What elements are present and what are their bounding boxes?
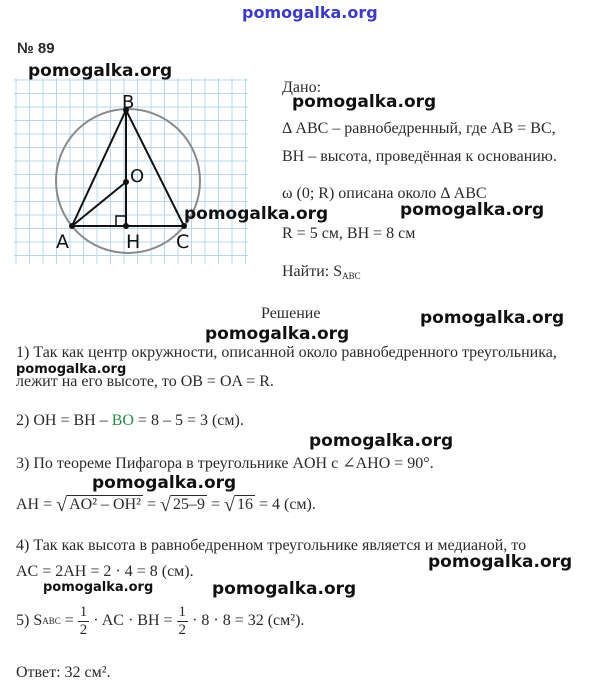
step-5-prefix: 5) S — [16, 612, 43, 629]
ah-prefix: AH = — [16, 496, 57, 513]
watermark-3[interactable]: pomogalka.org — [184, 204, 329, 224]
fraction-1 — [78, 604, 90, 639]
watermark-7[interactable]: pomogalka.org — [16, 362, 127, 377]
step-5-mid: · AC · BH = — [89, 612, 177, 629]
given-title: Дано: — [282, 79, 322, 96]
step-2-bo: BO — [111, 412, 134, 429]
step-3: 3) По теореме Пифагора в треугольнике AOH с ∠AHO = 90°. — [16, 455, 434, 472]
watermark-1[interactable]: pomogalka.org — [28, 61, 173, 81]
step-1-line-2: лежит на его высоте, то OB = OA = R. — [16, 373, 274, 390]
fraction-2-num: 1 — [178, 603, 187, 620]
label-c: C — [176, 231, 190, 253]
sqrt-sign-3: √ — [223, 494, 235, 516]
point-o — [123, 179, 129, 185]
watermark-top[interactable]: pomogalka.org — [242, 3, 378, 22]
point-h — [123, 223, 129, 229]
fraction-2-den: 2 — [178, 621, 187, 638]
segment-ao — [72, 182, 126, 226]
problem-number: № 89 — [17, 40, 55, 57]
watermark-8[interactable]: pomogalka.org — [309, 431, 454, 451]
step-5-sub: ABC — [42, 616, 61, 626]
step-5-eq: = — [60, 612, 78, 629]
sqrt-sign-2: √ — [159, 494, 171, 516]
given-line-2: BH – высота, проведённая к основанию. — [282, 148, 557, 165]
step-2-b: = 8 – 5 = 3 (см). — [133, 412, 244, 429]
find-sub: ABC — [342, 271, 361, 281]
fraction-2 — [177, 604, 189, 639]
step-4-line-1: 4) Так как высота в равнобедренном треугольнике является и медианой, то — [16, 537, 527, 554]
label-b: B — [122, 92, 135, 113]
label-o: O — [130, 166, 145, 187]
triangle-abc — [72, 110, 184, 226]
step-4-line-2: AC = 2AH = 2 · 4 = 8 (см). — [16, 563, 194, 580]
sqrt-sign-1: √ — [56, 494, 68, 516]
ah-radicand-3: 16 — [236, 496, 253, 513]
watermark-11[interactable]: pomogalka.org — [43, 580, 154, 595]
ah-radicand-1: AO² – OH² — [69, 496, 141, 513]
fraction-1-num: 1 — [79, 603, 88, 620]
ah-eq-1: = — [142, 496, 160, 513]
watermark-2[interactable]: pomogalka.org — [292, 92, 437, 112]
watermark-12[interactable]: pomogalka.org — [212, 579, 357, 599]
find-line — [282, 263, 361, 281]
watermark-10[interactable]: pomogalka.org — [428, 552, 573, 572]
point-a — [69, 223, 75, 229]
find-prefix: Найти: S — [282, 263, 343, 280]
watermark-6[interactable]: pomogalka.org — [420, 308, 565, 328]
watermark-9[interactable]: pomogalka.org — [92, 473, 237, 493]
step-5 — [16, 601, 304, 641]
step-1-line-1: 1) Так как центр окружности, описанной около равнобедренного треугольника, — [16, 344, 557, 361]
given-line-3: ω (0; R) описана около Δ ABC — [282, 185, 487, 202]
ah-radicand-2: 25–9 — [172, 496, 205, 513]
step-2 — [16, 412, 244, 430]
watermark-5[interactable]: pomogalka.org — [205, 324, 350, 344]
solution-title: Решение — [261, 305, 321, 322]
ah-formula — [16, 494, 316, 517]
ah-eq-2: = — [206, 496, 224, 513]
fraction-1-den: 2 — [79, 621, 88, 638]
step-2-a: 2) OH = BH – — [16, 412, 112, 429]
watermark-4[interactable]: pomogalka.org — [400, 200, 545, 220]
label-h: H — [126, 231, 141, 253]
ah-result: = 4 (см). — [254, 496, 316, 513]
given-line-4: R = 5 см, BH = 8 см — [282, 225, 416, 242]
triangle-figure — [14, 78, 254, 268]
label-a: A — [56, 231, 69, 253]
step-5-end: · 8 · 8 = 32 (см²). — [188, 612, 305, 629]
answer: Ответ: 32 см². — [16, 664, 111, 681]
given-line-1: Δ ABC – равнобедренный, где AB = BC, — [282, 120, 556, 137]
